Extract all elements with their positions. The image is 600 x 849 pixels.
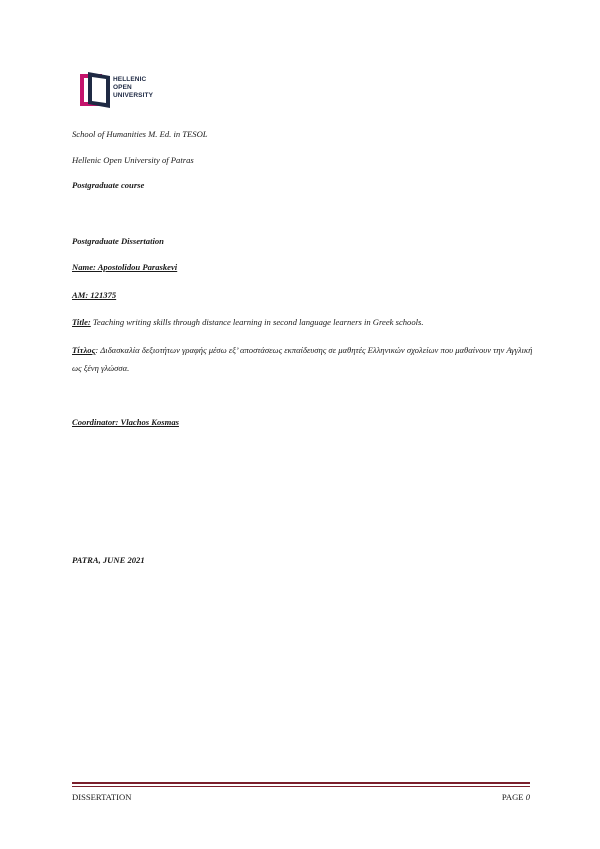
- coordinator-line: Coordinator: Vlachos Kosmas: [72, 417, 179, 427]
- page-number: 0: [525, 792, 530, 802]
- student-am: AM: 121375: [72, 290, 117, 300]
- logo-wordmark: [113, 76, 153, 100]
- university-line: Hellenic Open University of Patras: [72, 155, 194, 165]
- title-label: Title:: [72, 317, 91, 327]
- university-logo: [80, 72, 170, 108]
- title-english: [72, 313, 542, 331]
- place-date-line: PATRA, JUNE 2021: [72, 555, 145, 565]
- greek-title-label: Τίτλος: [72, 345, 96, 355]
- page-label: PAGE: [501, 792, 526, 802]
- footer-divider-thin: [72, 786, 530, 787]
- title-text: Teaching writing skills through distance learning in second language learners in Greek schools.: [90, 317, 424, 327]
- logo-mark-icon: [80, 72, 110, 108]
- student-name: Name: Apostolidou Paraskevi: [72, 262, 178, 272]
- footer-left-text: DISSERTATION: [72, 792, 132, 802]
- footer-page: [502, 792, 530, 802]
- logo-line-1: HELLENIC: [113, 76, 147, 83]
- logo-line-3: UNIVERSITY: [113, 92, 154, 99]
- school-line: School of Humanities M. Ed. in TESOL: [72, 129, 208, 139]
- logo-line-2: OPEN: [113, 84, 132, 91]
- greek-title-text: : Διδασκαλία δεξιοτήτων γραφής μέσω εξ’ αποστάσεως εκπαίδευσης σε μαθητές Ελληνικών σχολείων που μαθαίνουν την Αγγλική ως ξένη γλώσσα.: [72, 345, 533, 373]
- dissertation-type: Postgraduate Dissertation: [72, 236, 164, 246]
- course-line: Postgraduate course: [72, 180, 145, 190]
- footer-divider: [72, 782, 530, 784]
- title-greek: [72, 341, 542, 377]
